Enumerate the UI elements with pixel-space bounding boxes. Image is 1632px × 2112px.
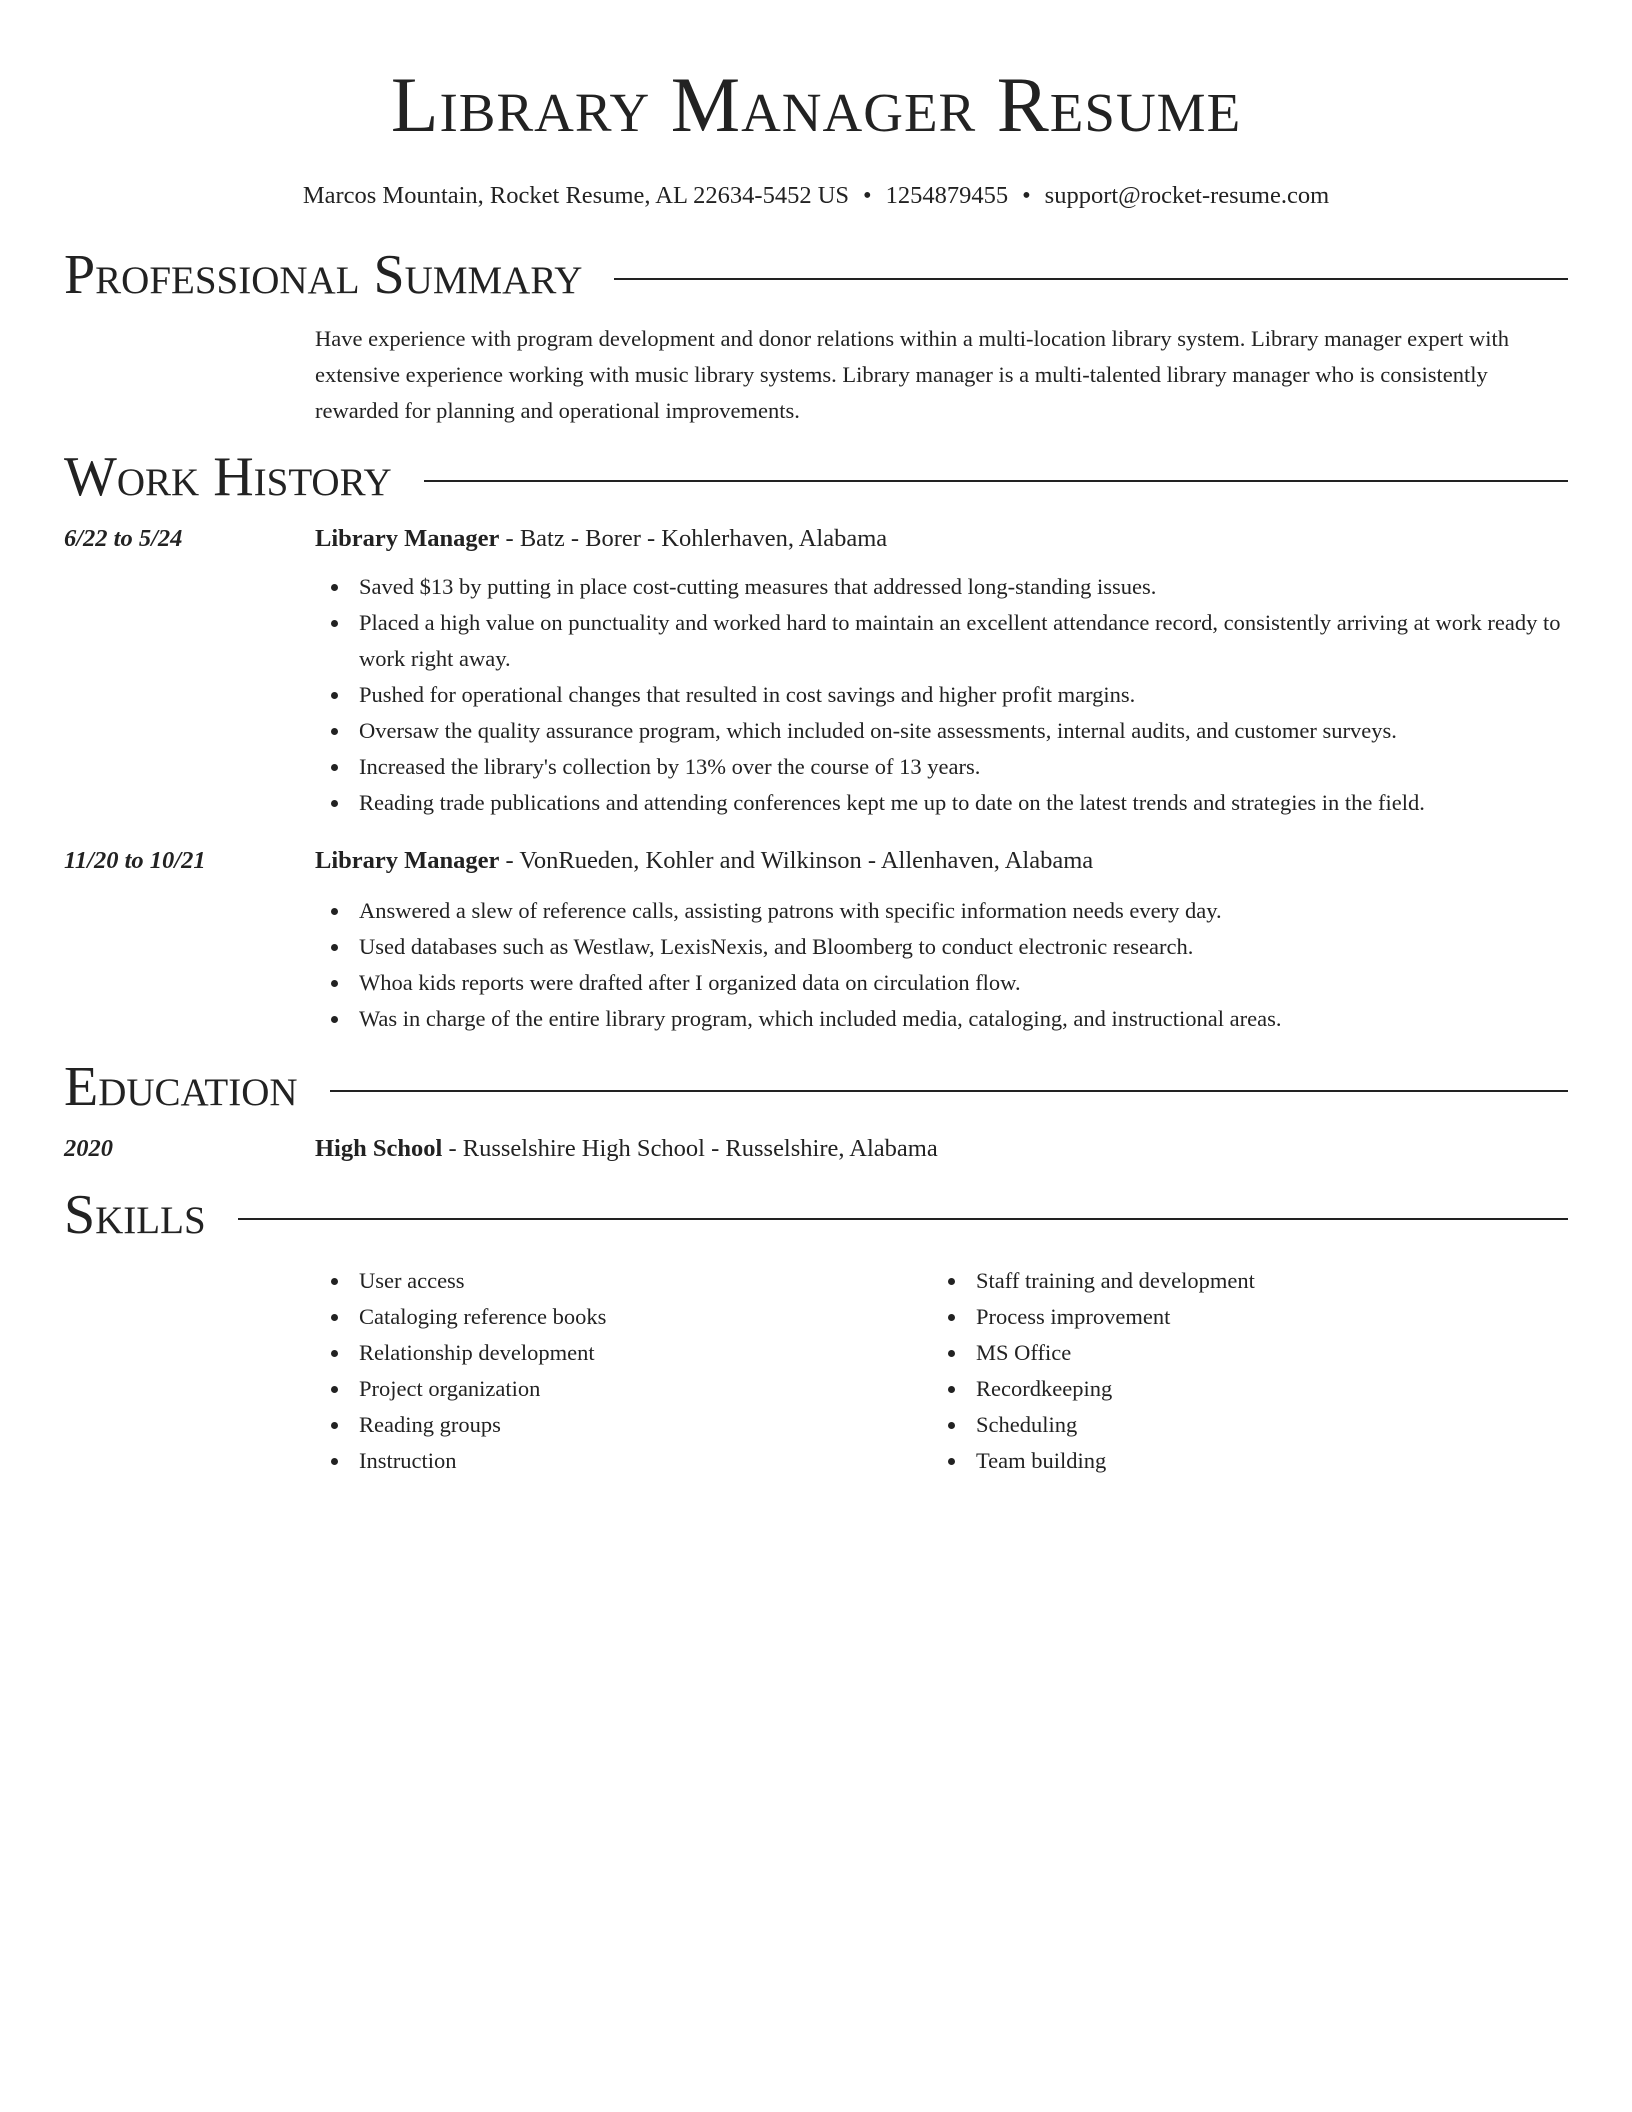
page-title: Library Manager Resume bbox=[390, 61, 1242, 148]
list-item bbox=[315, 965, 1568, 1001]
skills-column-left bbox=[315, 1263, 932, 1479]
section-divider bbox=[614, 278, 1568, 280]
skill-text: Staff training and development bbox=[976, 1267, 1255, 1293]
bullet-text: Oversaw the quality assurance program, which included on-site assessments, internal audits, and customer surveys. bbox=[359, 717, 1397, 743]
education-degree: High School bbox=[315, 1134, 443, 1162]
bullet-icon bbox=[948, 1386, 955, 1393]
list-item bbox=[315, 929, 1568, 965]
list-item bbox=[315, 1299, 932, 1335]
skill-text: MS Office bbox=[976, 1339, 1072, 1365]
list-item bbox=[315, 1263, 932, 1299]
bullet-icon bbox=[331, 800, 338, 807]
skill-text: Team building bbox=[976, 1447, 1107, 1473]
list-item bbox=[932, 1263, 1549, 1299]
list-item bbox=[315, 1371, 932, 1407]
bullet-icon bbox=[331, 1386, 338, 1393]
work-section-header bbox=[64, 445, 1568, 508]
list-item bbox=[932, 1335, 1549, 1371]
section-divider bbox=[238, 1218, 1568, 1220]
list-item bbox=[315, 1407, 932, 1443]
skill-text: Relationship development bbox=[359, 1339, 595, 1365]
bullet-text: Pushed for operational changes that resulted in cost savings and higher profit margins. bbox=[359, 681, 1136, 707]
section-divider bbox=[330, 1090, 1568, 1092]
list-item bbox=[315, 569, 1568, 605]
education-details: - Russelshire High School - Russelshire, Alabama bbox=[442, 1134, 938, 1162]
job-title: Library Manager bbox=[315, 524, 500, 552]
summary-heading: Professional Summary bbox=[64, 243, 583, 306]
list-item bbox=[315, 677, 1568, 713]
list-item bbox=[932, 1299, 1549, 1335]
job-date: 6/22 to 5/24 bbox=[64, 524, 183, 552]
bullet-icon bbox=[948, 1422, 955, 1429]
skill-text: User access bbox=[359, 1267, 465, 1293]
job-header bbox=[64, 525, 1568, 553]
list-item bbox=[315, 785, 1568, 821]
job-title-line bbox=[315, 525, 887, 553]
list-item bbox=[315, 1335, 932, 1371]
bullet-icon bbox=[948, 1458, 955, 1465]
skill-text: Project organization bbox=[359, 1375, 541, 1401]
education-date: 2020 bbox=[64, 1134, 113, 1162]
list-item bbox=[315, 605, 1568, 677]
skill-text: Reading groups bbox=[359, 1411, 501, 1437]
job-header bbox=[64, 847, 1568, 875]
bullet-icon bbox=[948, 1278, 955, 1285]
bullet-icon bbox=[331, 1314, 338, 1321]
bullet-icon bbox=[331, 1278, 338, 1285]
bullet-text: Increased the library's collection by 13% over the course of 13 years. bbox=[359, 753, 981, 779]
bullet-text: Whoa kids reports were drafted after I organized data on circulation flow. bbox=[359, 969, 1021, 995]
skills-list bbox=[315, 1263, 1568, 1479]
bullet-text: Placed a high value on punctuality and worked hard to maintain an excellent attendance record, consistently arriving at work ready to work right away. bbox=[359, 609, 1561, 671]
skill-text: Instruction bbox=[359, 1447, 457, 1473]
bullet-icon bbox=[948, 1350, 955, 1357]
bullet-icon bbox=[331, 1458, 338, 1465]
section-divider bbox=[424, 480, 1568, 482]
bullet-icon bbox=[331, 764, 338, 771]
education-heading: Education bbox=[64, 1055, 298, 1118]
summary-section-header bbox=[64, 243, 1568, 306]
education-line bbox=[315, 1135, 938, 1163]
skills-heading: Skills bbox=[64, 1183, 206, 1246]
bullet-icon bbox=[331, 1016, 338, 1023]
skill-text: Cataloging reference books bbox=[359, 1303, 607, 1329]
bullet-icon bbox=[331, 692, 338, 699]
job-details: - VonRueden, Kohler and Wilkinson - Allenhaven, Alabama bbox=[499, 846, 1094, 874]
list-item bbox=[932, 1443, 1549, 1479]
list-item bbox=[315, 1443, 932, 1479]
work-heading: Work History bbox=[64, 445, 392, 508]
job-entry bbox=[64, 847, 1568, 1037]
contact-line bbox=[64, 184, 1568, 209]
list-item bbox=[315, 713, 1568, 749]
bullet-icon bbox=[331, 1350, 338, 1357]
bullet-text: Was in charge of the entire library program, which included media, cataloging, and instructional areas. bbox=[359, 1005, 1282, 1031]
bullet-icon bbox=[331, 908, 338, 915]
bullet-icon bbox=[331, 1422, 338, 1429]
bullet-icon bbox=[331, 620, 338, 627]
contact-phone: 1254879455 bbox=[885, 182, 1009, 209]
skill-text: Scheduling bbox=[976, 1411, 1078, 1437]
list-item bbox=[315, 749, 1568, 785]
list-item bbox=[932, 1371, 1549, 1407]
bullet-text: Used databases such as Westlaw, LexisNexis, and Bloomberg to conduct electronic research. bbox=[359, 933, 1194, 959]
list-item bbox=[315, 1001, 1568, 1037]
job-details: - Batz - Borer - Kohlerhaven, Alabama bbox=[499, 524, 888, 552]
list-item bbox=[315, 893, 1568, 929]
list-item bbox=[932, 1407, 1549, 1443]
job-bullets bbox=[315, 569, 1568, 821]
bullet-icon bbox=[331, 728, 338, 735]
bullet-icon bbox=[331, 944, 338, 951]
job-title-line bbox=[315, 847, 1093, 875]
job-entry bbox=[64, 525, 1568, 821]
skills-section-header bbox=[64, 1183, 1568, 1246]
contact-separator: • bbox=[1022, 182, 1031, 209]
skill-text: Process improvement bbox=[976, 1303, 1171, 1329]
job-bullets bbox=[315, 893, 1568, 1037]
bullet-icon bbox=[331, 980, 338, 987]
contact-email: support@rocket-resume.com bbox=[1044, 182, 1330, 209]
job-date: 11/20 to 10/21 bbox=[64, 846, 206, 874]
job-title: Library Manager bbox=[315, 846, 500, 874]
contact-separator: • bbox=[863, 182, 872, 209]
skill-text: Recordkeeping bbox=[976, 1375, 1113, 1401]
bullet-text: Saved $13 by putting in place cost-cutting measures that addressed long-standing issues. bbox=[359, 573, 1157, 599]
bullet-text: Reading trade publications and attending conferences kept me up to date on the latest trends and strategies in the field. bbox=[359, 789, 1425, 815]
contact-address: Marcos Mountain, Rocket Resume, AL 22634-5452 US bbox=[302, 182, 850, 209]
bullet-text: Answered a slew of reference calls, assisting patrons with specific information needs every day. bbox=[359, 897, 1222, 923]
education-section-header bbox=[64, 1055, 1568, 1118]
education-entry bbox=[64, 1135, 1568, 1163]
bullet-icon bbox=[948, 1314, 955, 1321]
skills-column-right bbox=[932, 1263, 1549, 1479]
bullet-icon bbox=[331, 584, 338, 591]
summary-text: Have experience with program development and donor relations within a multi-location library system. Library manager expert with extensive experience working with music library systems. Library manager is a multi-talented library manager who is consistently rewarded for planning and operational improvements. bbox=[315, 325, 1509, 423]
